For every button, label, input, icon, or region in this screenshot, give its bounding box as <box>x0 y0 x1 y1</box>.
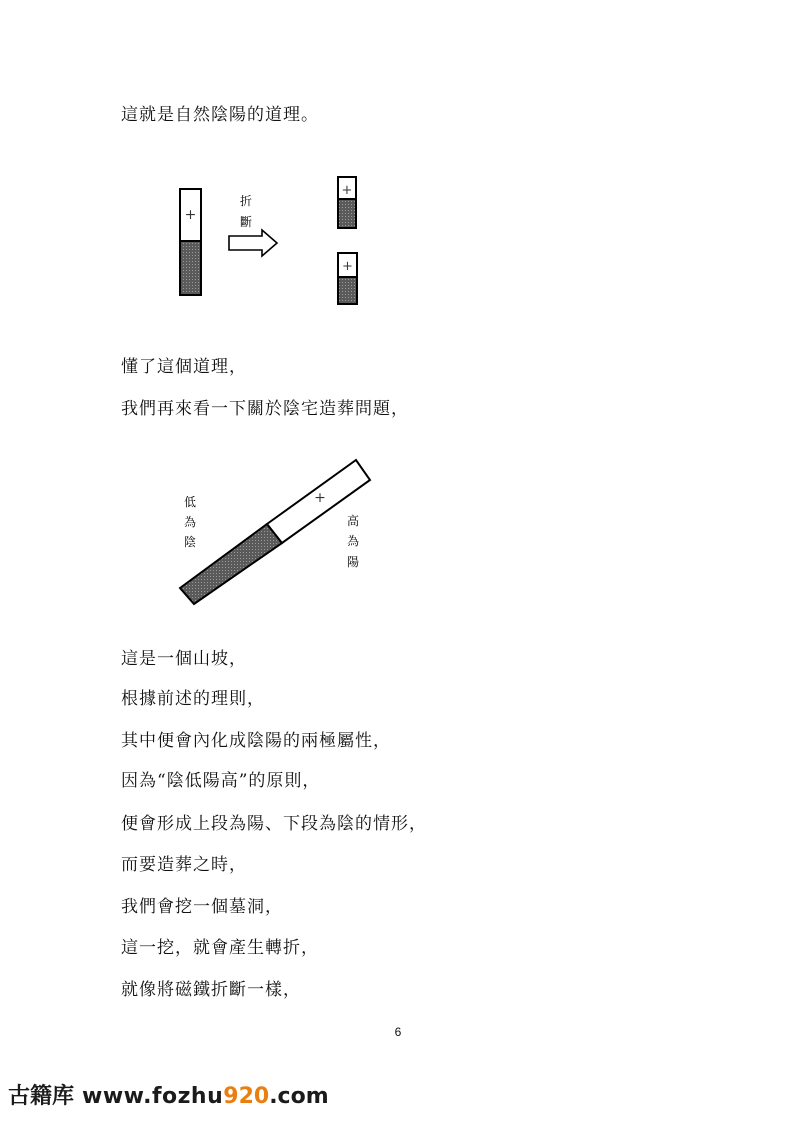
footer-site-suffix: .com <box>269 1084 329 1109</box>
original-bar-plus: + <box>184 207 197 223</box>
text-line-2: 懂了這個道理， <box>121 357 247 377</box>
right-label-1: 高 <box>346 514 360 528</box>
text-line-12: 就像將磁鐵折斷一樣， <box>121 980 301 1000</box>
text-line-3: 我們再來看一下關於陰宅造葬問題， <box>121 399 409 419</box>
text-line-1: 這就是自然陰陽的道理。 <box>121 105 319 125</box>
left-label-1: 低 <box>183 495 197 509</box>
left-label-3: 陰 <box>183 535 197 549</box>
text-line-11: 這一挖，就會產生轉折， <box>121 938 319 958</box>
text-line-8: 便會形成上段為陽、下段為陰的情形， <box>121 814 427 834</box>
text-line-9: 而要造葬之時， <box>121 855 247 875</box>
text-line-5: 根據前述的理則， <box>121 689 265 709</box>
text-line-6: 其中便會內化成陰陽的兩極屬性， <box>121 731 391 751</box>
footer-brand: 古籍库 <box>8 1084 75 1109</box>
footer-site-prefix: www.fozhu <box>82 1084 224 1109</box>
text-line-10: 我們會挖一個墓洞， <box>121 897 283 917</box>
footer-watermark[interactable] <box>8 1082 329 1112</box>
split-bar-bottom-plus: + <box>342 259 353 274</box>
right-label-2: 為 <box>346 534 360 548</box>
footer-site-accent: 920 <box>223 1084 270 1109</box>
slope-plus: + <box>314 490 326 506</box>
right-label-3: 陽 <box>346 555 360 569</box>
text-line-7: 因為“陰低陽高”的原則， <box>121 771 321 791</box>
arrow-label-2: 斷 <box>239 215 253 229</box>
page-number: 6 <box>394 1025 402 1039</box>
arrow-label-1: 折 <box>239 194 253 208</box>
left-label-2: 為 <box>183 515 197 529</box>
split-bar-top-plus: + <box>341 183 353 198</box>
text-line-4: 這是一個山坡， <box>121 649 247 669</box>
